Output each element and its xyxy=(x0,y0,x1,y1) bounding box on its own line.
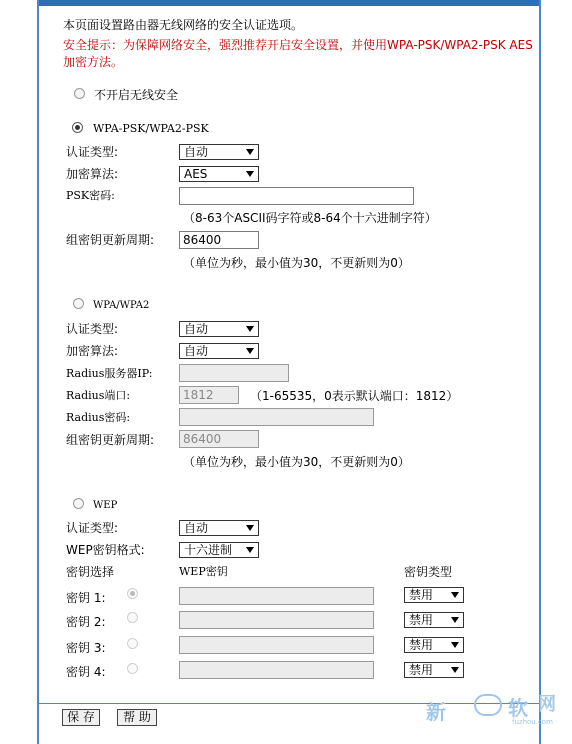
wpa-psk-auth-label: 认证类型: xyxy=(66,145,119,159)
help-button[interactable]: 帮 助 xyxy=(117,709,157,726)
wep-key2-label: 密钥 2: xyxy=(66,615,106,629)
chevron-down-icon xyxy=(451,617,459,623)
chat-bubble-icon xyxy=(474,694,502,716)
chevron-down-icon xyxy=(246,149,254,155)
wep-radio[interactable] xyxy=(73,498,84,509)
wpa-radio[interactable] xyxy=(73,298,84,309)
wep-format-label: WEP密钥格式: xyxy=(66,543,145,557)
chevron-down-icon xyxy=(246,547,254,553)
wep-key2-type-select[interactable] xyxy=(404,612,464,628)
wpa-psk-enc-select[interactable] xyxy=(179,166,259,182)
watermark-logo xyxy=(420,690,570,730)
chevron-down-icon xyxy=(246,348,254,354)
right-frame-border xyxy=(539,0,541,744)
wep-key1-label: 密钥 1: xyxy=(66,591,106,605)
left-frame-border xyxy=(37,0,39,744)
wep-key3-label: 密钥 3: xyxy=(66,641,106,655)
wpa-rekey-label: 组密钥更新周期: xyxy=(66,433,155,447)
wep-key1-radio[interactable] xyxy=(127,588,138,599)
wpa-rekey-input[interactable]: 86400 xyxy=(179,430,259,448)
chevron-down-icon xyxy=(246,525,254,531)
security-warning-line1: 安全提示：为保障网络安全，强烈推荐开启安全设置，并使用WPA-PSK/WPA2-PSK AES xyxy=(63,38,533,52)
wep-format-value: 十六进制 xyxy=(184,543,233,557)
wep-auth-select[interactable] xyxy=(179,520,259,536)
title-bar xyxy=(39,0,539,6)
radius-port-hint: （1-65535，0表示默认端口：1812） xyxy=(250,389,459,403)
watermark-char-2: 软 xyxy=(508,696,528,720)
psk-password-input[interactable] xyxy=(179,187,414,205)
wpa-psk-enc-value: AES xyxy=(184,167,208,181)
wep-key2-input[interactable] xyxy=(179,611,374,629)
wep-label: WEP xyxy=(93,500,118,511)
wpa-enc-select[interactable] xyxy=(179,343,259,359)
psk-password-label: PSK密码: xyxy=(66,189,115,202)
wpa-label: WPA/WPA2 xyxy=(93,300,150,311)
wep-key4-label: 密钥 4: xyxy=(66,665,106,679)
chevron-down-icon xyxy=(451,592,459,598)
wpa-enc-label: 加密算法: xyxy=(66,344,119,358)
wep-key4-type-select[interactable] xyxy=(404,662,464,678)
radius-password-input[interactable] xyxy=(179,408,374,426)
wep-key1-type-select[interactable] xyxy=(404,587,464,603)
watermark-char-1: 新 xyxy=(426,700,446,724)
wep-format-select[interactable] xyxy=(179,542,259,558)
chevron-down-icon xyxy=(451,667,459,673)
wep-key3-type-value: 禁用 xyxy=(409,638,434,652)
radius-port-input[interactable]: 1812 xyxy=(179,386,239,404)
wpa-auth-value: 自动 xyxy=(184,322,209,336)
wep-key2-radio[interactable] xyxy=(127,612,138,623)
wep-col-key-type: 密钥类型 xyxy=(404,565,453,579)
save-button[interactable]: 保 存 xyxy=(62,709,100,726)
wpa-auth-select[interactable] xyxy=(179,321,259,337)
wpa-rekey-hint: （单位为秒，最小值为30，不更新则为0） xyxy=(183,455,410,469)
radius-password-label: Radius密码: xyxy=(66,411,131,424)
wep-col-key: WEP密钥 xyxy=(179,565,228,578)
no-security-label: 不开启无线安全 xyxy=(94,88,179,102)
wpa-psk-label: WPA-PSK/WPA2-PSK xyxy=(93,122,209,135)
wep-auth-label: 认证类型: xyxy=(66,521,119,535)
chevron-down-icon xyxy=(246,171,254,177)
intro-text: 本页面设置路由器无线网络的安全认证选项。 xyxy=(63,18,304,32)
radius-port-label: Radius端口: xyxy=(66,389,131,402)
wep-col-key-select: 密钥选择 xyxy=(66,565,115,579)
wep-auth-value: 自动 xyxy=(184,521,209,535)
wpa-auth-label: 认证类型: xyxy=(66,322,119,336)
wpa-psk-rekey-label: 组密钥更新周期: xyxy=(66,233,155,247)
wpa-psk-auth-select[interactable] xyxy=(179,144,259,160)
watermark-char-3: 网 xyxy=(538,694,556,715)
wep-key4-type-value: 禁用 xyxy=(409,663,434,677)
wpa-enc-value: 自动 xyxy=(184,344,209,358)
security-warning-line2: 加密方法。 xyxy=(63,55,124,69)
no-security-radio[interactable] xyxy=(74,88,85,99)
wep-key3-type-select[interactable] xyxy=(404,637,464,653)
wpa-psk-radio[interactable] xyxy=(72,122,83,133)
radius-ip-input[interactable] xyxy=(179,364,289,382)
radius-ip-label: Radius服务器IP: xyxy=(66,367,153,380)
chevron-down-icon xyxy=(451,642,459,648)
wep-key1-type-value: 禁用 xyxy=(409,588,434,602)
psk-password-hint: （8-63个ASCII码字符或8-64个十六进制字符） xyxy=(183,211,437,225)
wep-key2-type-value: 禁用 xyxy=(409,613,434,627)
wpa-psk-rekey-hint: （单位为秒，最小值为30，不更新则为0） xyxy=(183,256,410,270)
wep-key4-radio[interactable] xyxy=(127,663,138,674)
wep-key3-radio[interactable] xyxy=(127,638,138,649)
wpa-psk-enc-label: 加密算法: xyxy=(66,167,119,181)
wep-key3-input[interactable] xyxy=(179,636,374,654)
wpa-psk-auth-value: 自动 xyxy=(184,145,209,159)
wpa-psk-rekey-input[interactable]: 86400 xyxy=(179,231,259,249)
watermark-site: fuzhou.com xyxy=(512,718,553,726)
wep-key1-input[interactable] xyxy=(179,587,374,605)
wep-key4-input[interactable] xyxy=(179,661,374,679)
chevron-down-icon xyxy=(246,326,254,332)
